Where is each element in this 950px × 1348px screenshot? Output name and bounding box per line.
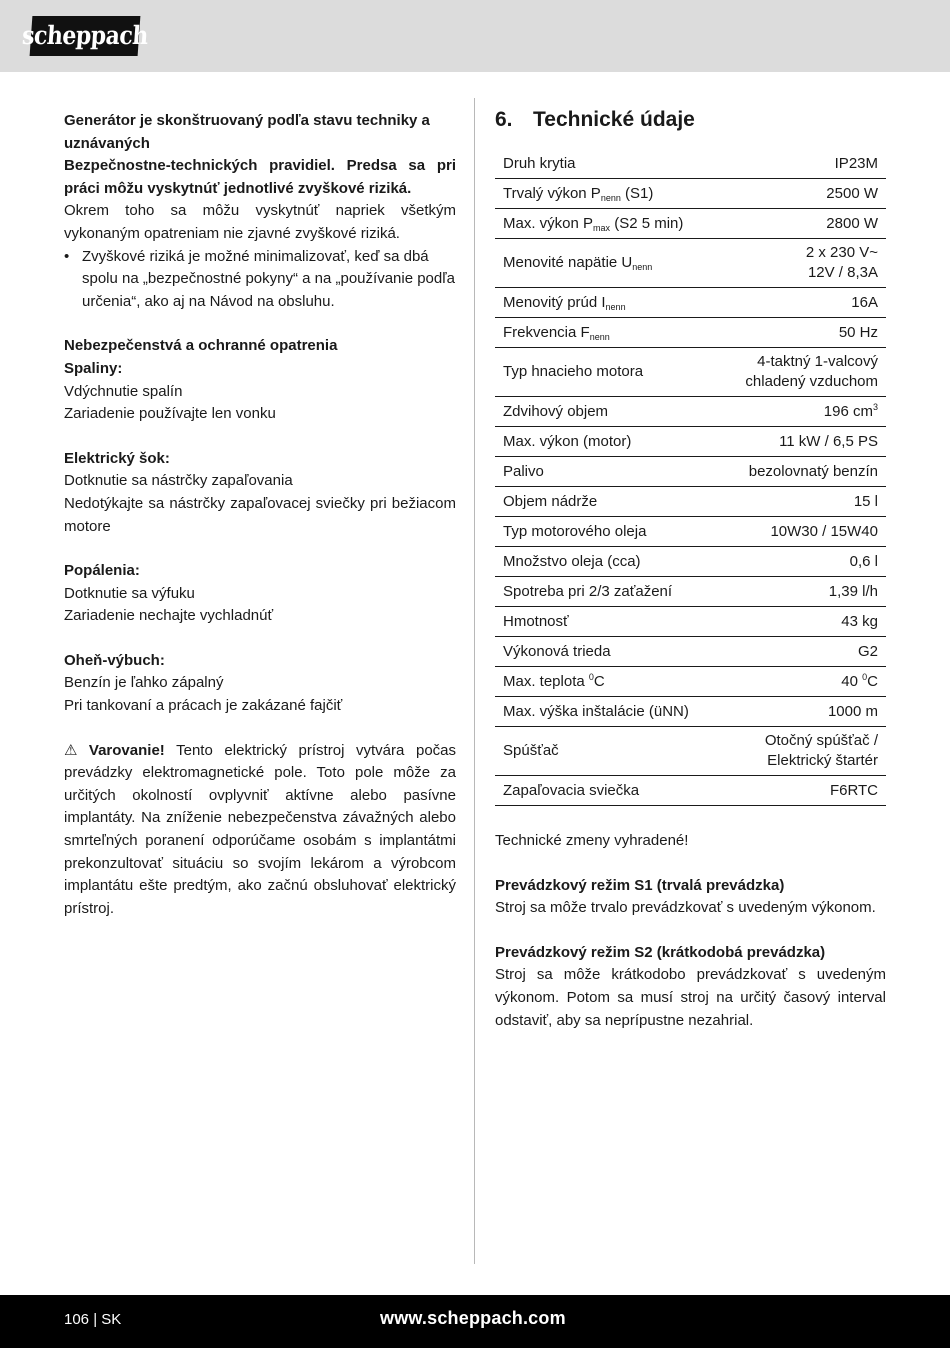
spec-value-text: 16A	[851, 293, 878, 311]
spec-value-text: 11 kW / 6,5 PS	[779, 432, 878, 450]
spec-label-text: Zdvihový objem	[503, 402, 609, 420]
spec-value	[720, 547, 886, 577]
spec-label	[495, 637, 720, 667]
exhaust-line-2: Zariadenie používajte len vonku	[64, 405, 276, 423]
spec-label	[495, 209, 720, 239]
spec-label-text: Trvalý výkon P	[503, 184, 601, 202]
spec-value-superscript: 0	[862, 671, 868, 682]
spec-label-subscript: nenn	[600, 192, 621, 203]
spec-row	[495, 427, 886, 457]
burn-title: Popálenia:	[64, 562, 140, 580]
page-number: 106 | SK	[64, 1311, 122, 1328]
spec-label	[495, 517, 720, 547]
spec-label-text: Hmotnosť	[503, 612, 569, 630]
spec-value	[720, 697, 886, 727]
spec-value-text: 1000 m	[827, 702, 878, 720]
spec-row	[495, 577, 886, 607]
spec-label	[495, 577, 720, 607]
spec-value	[720, 348, 886, 397]
bullet-text: Zvyškové riziká je možné minimalizovať, keď sa dbá spolu na „bezpečnostné pokyny“ a na „používanie podľa určenia“, ako aj na Návod na obsluhu.	[82, 247, 455, 310]
s2-title: Prevádzkový režim S2 (krátkodobá prevádzka)	[495, 943, 826, 961]
spec-row	[495, 397, 886, 427]
spec-label	[495, 397, 720, 427]
spec-table	[495, 149, 886, 806]
spec-row	[495, 637, 886, 667]
warning-text: Tento elektrický prístroj vytvára počas prevádzky elektromagnetické pole. Toto pole môže za určitých okolností ovplyvniť aktívne alebo pasívne implantáty. Na zníženie nebezpečenstva závažných alebo smrteľných poranení odporúčame osobám s implantátmi prekonzultovať situáciu so svojím lekárom a výrobcom implantátu ešte predtým, ako začnú obsluhovať elektrický prístroj.	[64, 741, 456, 917]
column-divider	[474, 98, 475, 1264]
spec-value-text: 43 kg	[841, 612, 878, 630]
spec-label	[495, 179, 720, 209]
website-link[interactable]: www.scheppach.com	[380, 1308, 566, 1328]
spec-label	[495, 348, 720, 397]
warning-triangle-icon: ⚠	[64, 741, 85, 759]
s2-text: Stroj sa môže krátkodobo prevádzkovať s uvedeným výkonom. Potom sa musí stroj na určitý časový interval odstaviť, aby sa neprípustne nezahrial.	[495, 966, 886, 1029]
spec-label-text: Druh krytia	[503, 154, 576, 172]
bullet-item	[64, 246, 456, 314]
shock-line-2: Nedotýkajte sa nástrčky zapaľovacej sviečky pri bežiacom motore	[64, 494, 456, 535]
warning-paragraph	[64, 740, 456, 921]
spec-label-text: Max. teplota	[503, 672, 589, 690]
spec-label-tail: (S1)	[620, 184, 654, 202]
warning-label: Varovanie!	[88, 741, 165, 759]
spec-value-text: 196 cm	[823, 402, 873, 420]
spec-label-text: Zapaľovacia sviečka	[503, 781, 640, 799]
spec-label	[495, 318, 720, 348]
spec-value-text: 2 x 230 V~	[805, 244, 878, 261]
brand-logo: scheppach	[30, 16, 141, 56]
spec-label-text: Množstvo oleja (cca)	[503, 552, 641, 570]
spec-label-subscript: nenn	[605, 301, 626, 312]
spec-value-text: F6RTC	[829, 781, 878, 799]
burn-line-2: Zariadenie nechajte vychladnúť	[64, 607, 274, 625]
spec-value-text: 10W30 / 15W40	[770, 522, 878, 540]
spec-row	[495, 239, 886, 288]
spec-label	[495, 427, 720, 457]
spec-label	[495, 487, 720, 517]
spec-label-text: Spotreba pri 2/3 zaťažení	[503, 582, 673, 600]
spec-label-text: Max. výkon (motor)	[503, 432, 632, 450]
spec-value	[720, 288, 886, 318]
spec-value	[720, 457, 886, 487]
spec-label-text: Typ motorového oleja	[503, 522, 647, 540]
fire-line-2: Pri tankovaní a prácach je zakázané fajčiť	[64, 697, 343, 715]
spec-label-text: Menovitý prúd I	[503, 293, 606, 311]
spec-value	[720, 397, 886, 427]
spec-label-tail: (S2 5 min)	[610, 214, 684, 232]
spec-label-text: Max. výška inštalácie (üNN)	[503, 702, 689, 720]
spec-value	[720, 427, 886, 457]
spec-value-text: IP23M	[834, 154, 878, 172]
spec-value-text: Otočný spúšťač /	[764, 732, 878, 749]
spec-value-text: 50 Hz	[838, 323, 878, 341]
spec-value-text: 4-taktný 1-valcový	[757, 353, 878, 370]
intro-text: Okrem toho sa môžu vyskytnúť napriek všetkým vykonaným opatreniam nie zjavné zvyškové riziká.	[64, 202, 456, 242]
spec-value-line-2: 12V / 8,3A	[807, 264, 878, 281]
spec-row	[495, 149, 886, 179]
spec-value-text: 15 l	[853, 492, 878, 510]
shock-title: Elektrický šok:	[64, 449, 170, 467]
spec-value	[720, 179, 886, 209]
spec-row	[495, 697, 886, 727]
spec-label-subscript: nenn	[632, 262, 653, 272]
spec-value-text: 40	[841, 672, 863, 690]
section-number: 6.	[495, 108, 513, 131]
right-column	[495, 105, 886, 1032]
spec-row	[495, 727, 886, 776]
spec-row	[495, 179, 886, 209]
spec-label-subscript: max	[593, 222, 611, 233]
spec-value-text: 1,39 l/h	[828, 582, 878, 600]
s1-text: Stroj sa môže trvalo prevádzkovať s uvedeným výkonom.	[495, 899, 876, 917]
intro-heading-2: Bezpečnostne-technických pravidiel. Predsa sa pri práci môžu vyskytnúť jednotlivé zvyškové riziká.	[64, 157, 456, 197]
spec-label-text: Typ hnacieho motora	[503, 363, 644, 380]
spec-label-text: Výkonová trieda	[503, 642, 611, 660]
exhaust-title: Spaliny:	[64, 359, 123, 377]
spec-label-text: Objem nádrže	[503, 492, 598, 510]
shock-line-1: Dotknutie sa nástrčky zapaľovania	[64, 472, 293, 490]
spec-value-text: 0,6 l	[849, 552, 878, 570]
spec-value	[720, 149, 886, 179]
spec-row	[495, 487, 886, 517]
intro-heading: Generátor je skonštruovaný podľa stavu techniky a uznávaných	[64, 112, 430, 152]
spec-label-tail: C	[593, 672, 605, 690]
spec-label	[495, 667, 720, 697]
spec-label-text: Spúšťač	[503, 742, 559, 759]
spec-label-text: Menovité napätie U	[503, 254, 633, 271]
spec-value	[720, 607, 886, 637]
tech-changes-note: Technické zmeny vyhradené!	[495, 832, 689, 849]
spec-value-superscript: 3	[872, 401, 878, 412]
spec-label-text: Frekvencia F	[503, 323, 590, 341]
spec-value	[720, 517, 886, 547]
spec-value	[720, 318, 886, 348]
spec-label	[495, 547, 720, 577]
footer-bar	[0, 1295, 950, 1348]
spec-value-line-2: Elektrický štartér	[767, 752, 878, 769]
spec-value	[720, 667, 886, 697]
spec-row	[495, 318, 886, 348]
spec-label-text: Palivo	[503, 462, 544, 480]
left-column	[64, 110, 456, 920]
section-heading	[495, 105, 886, 135]
spec-row	[495, 457, 886, 487]
hazards-title: Nebezpečenstvá a ochranné opatrenia	[64, 337, 338, 355]
spec-row	[495, 776, 886, 806]
spec-label	[495, 288, 720, 318]
spec-value-text: 2800 W	[826, 214, 878, 232]
spec-value-text: 2500 W	[826, 184, 878, 202]
spec-value	[720, 637, 886, 667]
burn-line-1: Dotknutie sa výfuku	[64, 584, 195, 602]
bullet-mark: •	[64, 247, 70, 265]
spec-value	[720, 577, 886, 607]
spec-row	[495, 348, 886, 397]
spec-value-line-2: chladený vzduchom	[745, 373, 878, 390]
spec-value-text: bezolovnatý benzín	[748, 462, 878, 480]
fire-title: Oheň-výbuch:	[64, 651, 165, 669]
spec-label	[495, 149, 720, 179]
spec-row	[495, 547, 886, 577]
spec-row	[495, 288, 886, 318]
exhaust-line-1: Vdýchnutie spalín	[64, 382, 183, 400]
spec-label	[495, 776, 720, 806]
spec-label	[495, 239, 720, 288]
header-bar	[0, 0, 950, 72]
spec-value	[720, 239, 886, 288]
spec-value-text: G2	[857, 642, 878, 660]
spec-label-subscript: nenn	[589, 331, 610, 342]
spec-label	[495, 697, 720, 727]
spec-label-text: Max. výkon P	[503, 214, 594, 232]
spec-row	[495, 517, 886, 547]
section-title: Technické údaje	[533, 108, 695, 131]
spec-value	[720, 487, 886, 517]
spec-label	[495, 727, 720, 776]
spec-value	[720, 727, 886, 776]
spec-label	[495, 457, 720, 487]
spec-label	[495, 607, 720, 637]
spec-label-superscript: 0	[588, 671, 594, 682]
spec-value	[720, 209, 886, 239]
spec-row	[495, 667, 886, 697]
fire-line-1: Benzín je ľahko zápalný	[64, 674, 224, 692]
spec-row	[495, 607, 886, 637]
spec-value-tail: C	[867, 672, 878, 690]
s1-title: Prevádzkový režim S1 (trvalá prevádzka)	[495, 876, 785, 894]
spec-value	[720, 776, 886, 806]
spec-row	[495, 209, 886, 239]
